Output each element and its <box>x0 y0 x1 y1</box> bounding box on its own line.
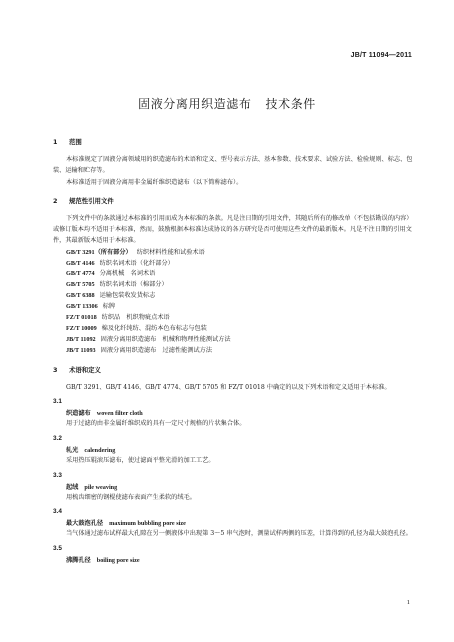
term-number: 3.4 <box>53 508 62 516</box>
reference-item: GB/T 5705 纺织名词术语（棉部分） <box>66 281 168 289</box>
term-number: 3.2 <box>53 434 62 442</box>
reference-item: GB/T 13306 标牌 <box>66 303 116 311</box>
reference-item: JB/T 11093 固液分离用织造滤布 过滤性能测试方法 <box>66 346 213 354</box>
term-number: 3.1 <box>53 398 62 406</box>
term-heading: 织造滤布 woven filter cloth <box>66 410 143 418</box>
reference-list <box>66 248 415 357</box>
normative-paragraph: 下列文件中的条款通过本标准的引用而成为本标准的条款。凡是注日期的引用文件，其随后所有的修改单（不包括勘误的内容）或修订版本均不适用于本标准，然而，鼓励根据本标准达成协议的各方研究是否可使用这些文件的最新版本。凡是不注日期的引用文件，其最新版本适用于本标准。 <box>53 215 413 245</box>
term-heading: 轧光 calendering <box>66 447 116 454</box>
terms-intro: GB/T 3291、GB/T 4146、GB/T 4774、GB/T 5705 和 FZ/T 01018 中确定的以及下列术语和定义适用于本标准。 <box>66 383 391 391</box>
term-heading: 起绒 pile weaving <box>66 483 118 491</box>
standard-number: JB/T 11094—2011 <box>350 52 412 59</box>
term-definition: 用梳齿细密的钢棍使滤布表面产生柔软的绒毛。 <box>66 493 196 501</box>
term-definition: 采用热压辊滚压滤布，使过滤面平整光滑的加工工艺。 <box>66 457 215 464</box>
title-sub: 技术条件 <box>265 97 316 111</box>
title-main: 固液分离用织造滤布 <box>138 97 252 111</box>
term-number: 3.5 <box>53 544 62 552</box>
reference-item: FZ/T 10009 棉及化纤纯纺、混纺本色布标志与包装 <box>66 324 207 332</box>
section-heading-normative: 2 规范性引用文件 <box>53 196 114 205</box>
reference-item: GB/T 4146 纺织名词术语（化纤部分） <box>66 259 174 267</box>
document-title <box>0 95 454 112</box>
term-definition: 当气体通过滤布试样最大孔隙在另一侧液体中出现第 3～5 串气泡时，测量试样两侧的压差，计算得到的孔径为最大鼓泡孔径。 <box>66 530 412 538</box>
document-body <box>53 137 415 566</box>
term-definition: 用于过滤的由非金属纤维织成的具有一定尺寸规格的片状集合体。 <box>66 420 246 428</box>
reference-item: JB/T 11092 固液分离用织造滤布 机械和物理性能测试方法 <box>66 335 231 343</box>
term-heading: 沸腾孔径 boiling pore size <box>66 557 140 565</box>
term-heading: 最大鼓泡孔径 maximum bubbling pore size <box>66 520 186 528</box>
reference-item: FZ/T 01018 纺织品 机织物疵点术语 <box>66 314 170 322</box>
section-heading-scope: 1 范围 <box>53 138 82 146</box>
term-number: 3.3 <box>53 471 62 479</box>
page-number: 1 <box>406 599 410 606</box>
scope-paragraph-1: 本标准规定了固液分离领域用的织造滤布的术语和定义、型号表示方法、基本参数、技术要求、试验方法、检验规则、标志、包装、运输和贮存等。 <box>53 156 413 175</box>
reference-item: GB/T 4774 分离机械 名词术语 <box>66 270 156 278</box>
scope-paragraph-2: 本标准适用于固液分离用非金属纤维织造滤布（以下简称滤布）。 <box>66 178 243 186</box>
reference-item: GB/T 3291（所有部分） 纺织材料性能和试验术语 <box>66 248 205 256</box>
reference-item: GB/T 6388 运输包装收发货标志 <box>66 292 156 300</box>
section-heading-terms: 3 术语和定义 <box>53 365 101 374</box>
